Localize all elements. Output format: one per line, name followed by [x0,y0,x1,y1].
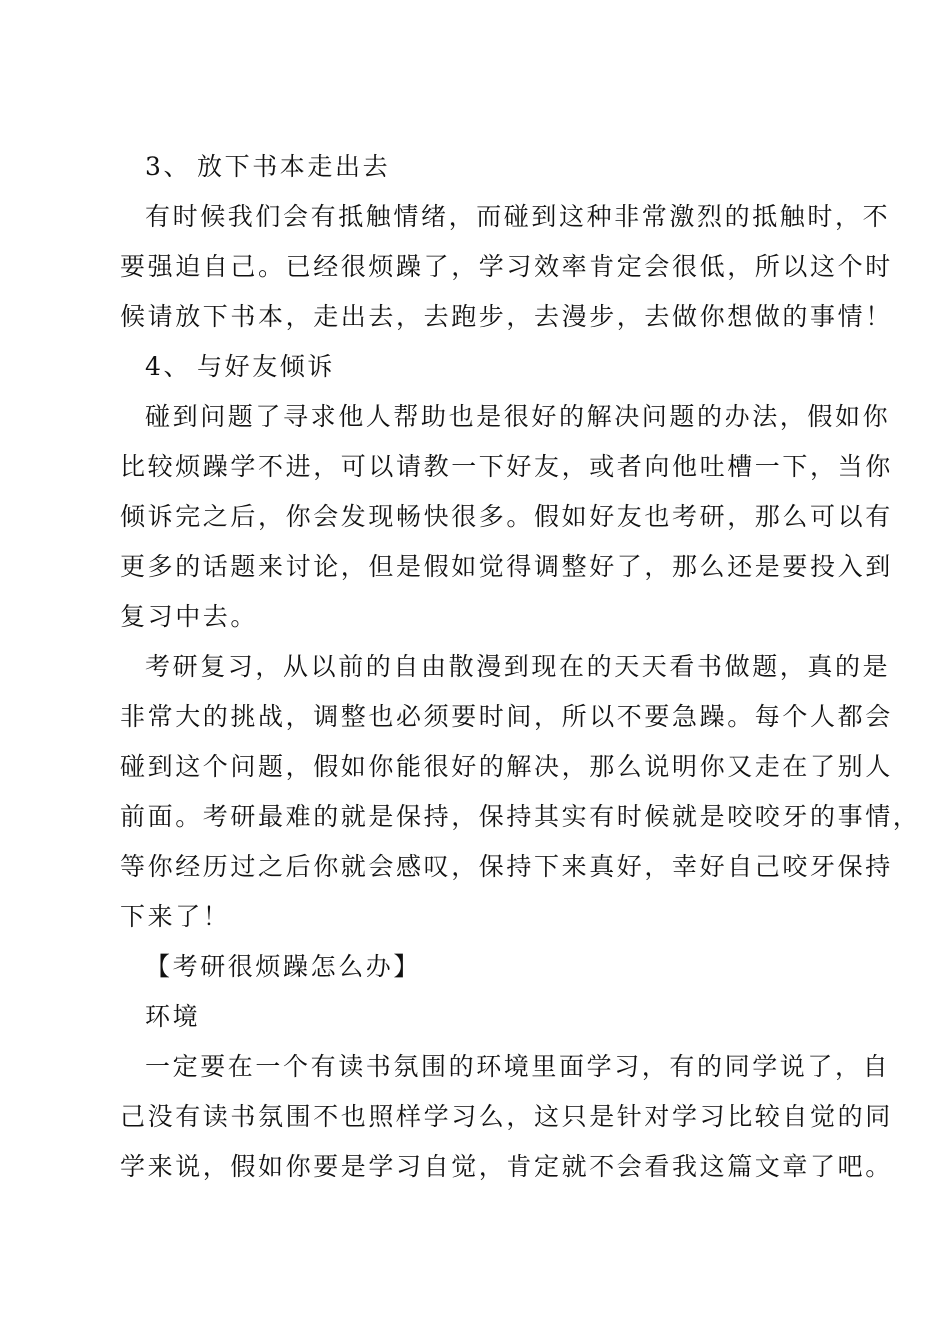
section-number: 4、 [145,352,192,381]
paragraph-line: 碰到问题了寻求他人帮助也是很好的解决问题的办法，假如你 [145,402,891,431]
paragraph-line: 前面。考研最难的就是保持，保持其实有时候就是咬咬牙的事情， [120,802,921,831]
paragraph-line: 考研复习，从以前的自由散漫到现在的天天看书做题，真的是 [145,652,891,681]
paragraph-line: 学来说，假如你要是学习自觉，肯定就不会看我这篇文章了吧。 [120,1152,893,1181]
section-title: 放下书本走出去 [197,152,391,181]
paragraph-line: 倾诉完之后，你会发现畅快很多。假如好友也考研，那么可以有 [120,502,893,531]
paragraph-line: 比较烦躁学不进，可以请教一下好友，或者向他吐槽一下，当你 [120,452,893,481]
paragraph-line: 己没有读书氛围不也照样学习么，这只是针对学习比较自觉的同 [120,1102,893,1131]
subsection-title: 环境 [145,1002,201,1031]
section-4-heading [145,342,885,392]
paragraph-line: 有时候我们会有抵触情绪，而碰到这种非常激烈的抵触时，不 [145,202,891,231]
paragraph-line: 等你经历过之后你就会感叹，保持下来真好，幸好自己咬牙保持 [120,852,893,881]
paragraph-line: 要强迫自己。已经很烦躁了，学习效率肯定会很低，所以这个时 [120,252,893,281]
paragraph-line: 碰到这个问题，假如你能很好的解决，那么说明你又走在了别人 [120,752,893,781]
paragraph-line: 候请放下书本，走出去，去跑步，去漫步，去做你想做的事情！ [120,302,893,331]
paragraph-line: 更多的话题来讨论，但是假如觉得调整好了，那么还是要投入到 [120,552,893,581]
paragraph-line: 非常大的挑战，调整也必须要时间，所以不要急躁。每个人都会 [120,702,893,731]
bracket-heading: 【考研很烦躁怎么办】 [145,952,422,981]
section-title: 与好友倾诉 [197,352,336,381]
section-3-heading [145,142,885,192]
paragraph-line: 复习中去。 [120,602,259,631]
section-number: 3、 [145,152,192,181]
paragraph-line: 下来了！ [120,902,231,931]
paragraph-line: 一定要在一个有读书氛围的环境里面学习，有的同学说了，自 [145,1052,891,1081]
